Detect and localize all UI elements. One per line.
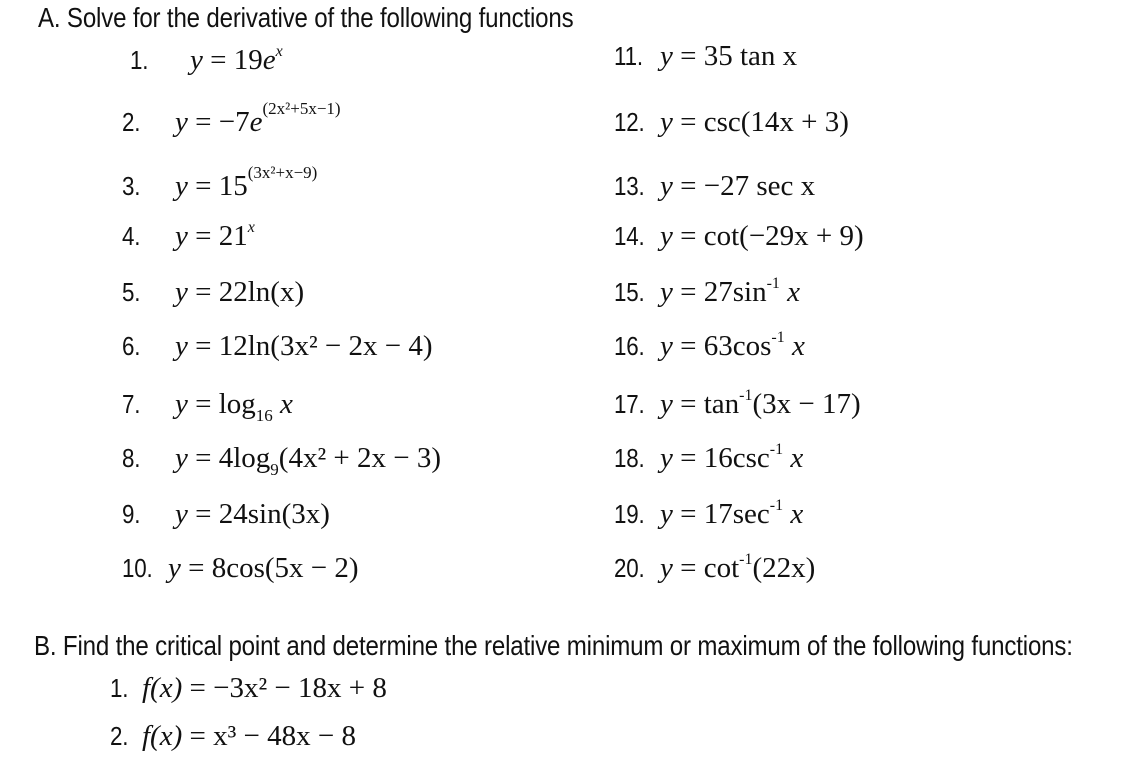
- equation: $y = 16\csc^{-1}$ x: [660, 441, 804, 474]
- problem-number: 3.: [122, 171, 141, 201]
- problem-a-17: [600, 382, 1140, 426]
- problem-number: 5.: [122, 277, 141, 307]
- section-a-heading: A. Solve for the derivative of the following functions: [38, 2, 574, 33]
- problem-number: 1.: [110, 673, 129, 703]
- problem-a-15: [600, 270, 1140, 314]
- equation: $y = 4\log_9(4x^2 + 2x - 3)$: [175, 442, 442, 479]
- equation: y = 24sin(3x): [175, 498, 330, 530]
- problem-a-3: [0, 164, 600, 208]
- problem-number: 6.: [122, 331, 141, 361]
- problem-a-4: [0, 214, 600, 258]
- problem-number: 14.: [614, 221, 645, 251]
- problem-number: 18.: [614, 443, 645, 473]
- equation: y = 8cos(5x − 2): [168, 552, 359, 584]
- problem-number: 1.: [130, 45, 149, 75]
- problem-a-20: [600, 546, 1140, 590]
- problem-number: 10.: [122, 553, 153, 583]
- problem-a-2: [0, 100, 600, 144]
- problem-number: 13.: [614, 171, 645, 201]
- problem-a-5: [0, 270, 600, 314]
- equation: y = 12ln(3x² − 2x − 4): [175, 330, 433, 362]
- problem-number: 7.: [122, 389, 141, 419]
- equation: f(x) = −3x² − 18x + 8: [142, 672, 387, 704]
- problem-number: 12.: [614, 107, 645, 137]
- problem-a-19: [600, 492, 1140, 536]
- problem-number: 9.: [122, 499, 141, 529]
- problem-a-11: [600, 34, 1140, 78]
- problem-number: 4.: [122, 221, 141, 251]
- equation: $y = 27\sin^{-1}$ x: [660, 275, 801, 308]
- problem-number: 2.: [110, 721, 129, 751]
- problem-a-6: [0, 324, 600, 368]
- equation: $y = 63\cos^{-1}$ x: [660, 329, 805, 362]
- problem-number: 19.: [614, 499, 645, 529]
- problem-a-18: [600, 436, 1140, 480]
- equation: $y = \log_{16} x$: [175, 388, 293, 425]
- problem-a-14: [600, 214, 1140, 258]
- problem-number: 16.: [614, 331, 645, 361]
- equation: y = 35 tan x: [660, 40, 798, 72]
- equation: $y = \cot^{-1}(22x)$: [660, 551, 816, 584]
- problem-b-2: [0, 714, 700, 758]
- problem-a-7: [0, 382, 600, 426]
- equation: $y = 21^x$: [175, 219, 255, 252]
- problem-a-1: [0, 38, 600, 82]
- equation: $y = 17\sec^{-1}$ x: [660, 497, 804, 530]
- section-b-heading: B. Find the critical point and determine the relative minimum or maximum of the following functions:: [34, 630, 1073, 661]
- equation: f(x) = x³ − 48x − 8: [142, 720, 357, 752]
- problem-a-10: [0, 546, 600, 590]
- equation: $y = \tan^{-1}(3x - 17)$: [660, 387, 861, 420]
- problem-number: 17.: [614, 389, 645, 419]
- problem-number: 11.: [614, 41, 643, 71]
- equation: y = csc(14x + 3): [660, 106, 849, 138]
- problem-a-16: [600, 324, 1140, 368]
- problem-a-8: [0, 436, 600, 480]
- problem-number: 2.: [122, 107, 141, 137]
- equation: $y = -7e^{(2x^2+5x-1)}$: [175, 99, 341, 138]
- problem-number: 8.: [122, 443, 141, 473]
- problem-a-9: [0, 492, 600, 536]
- equation: $y = 15^{(3x^2+x-9)}$: [175, 163, 318, 202]
- problem-b-1: [0, 666, 700, 710]
- equation: y = −27 sec x: [660, 170, 816, 202]
- problem-number: 20.: [614, 553, 645, 583]
- problem-number: 15.: [614, 277, 645, 307]
- equation: $y = 19e^x$: [190, 43, 283, 76]
- equation: y = cot(−29x + 9): [660, 220, 864, 252]
- problem-a-13: [600, 164, 1140, 208]
- problem-a-12: [600, 100, 1140, 144]
- equation: y = 22ln(x): [175, 276, 305, 308]
